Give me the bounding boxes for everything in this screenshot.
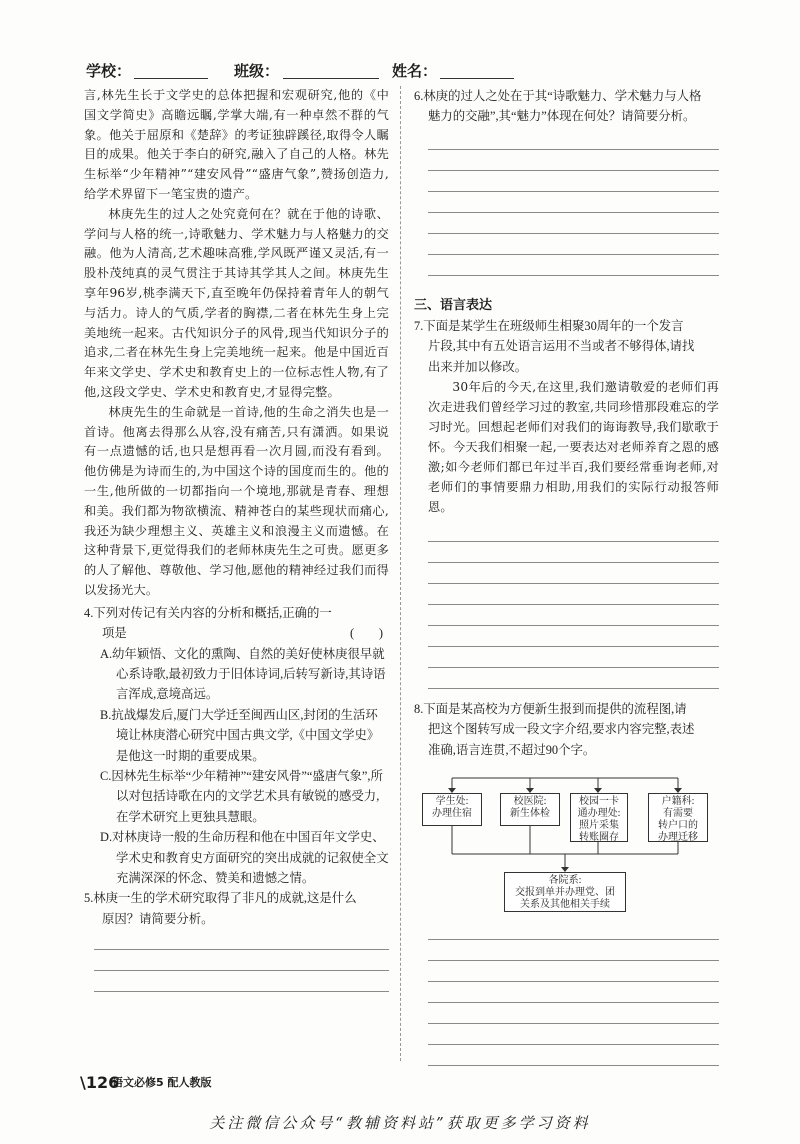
flow-box-4-line-1: 户籍科: [661,796,695,808]
passage-paragraph-3: 林庚先生的生命就是一首诗,他的生命之消失也是一首诗。他离去得那么从容,没有痛苦,只有潇洒。如果说有一点遗憾的话,也只是想再看一次月圆,而没有看到。他仿佛是为诗而生的,为中国这个诗的国度而生的。他的一生,他所做的一切都指向一个境地,那就是青春、理想和美。我们都为物欲横流、精神苍白的某些现状而痛心,我还为缺少理想主义、英雄主义和浪漫主义而遗憾。在这种背景下,更觉得我们的老师林庚先生之可贵。愿更多的人了解他、尊敬他、学习他,愿他的精神经过我们而得以发扬光大。 [84,404,389,597]
flow-box-3-line-4: 转账圈存 [579,832,619,844]
passage-paragraph-2: 林庚先生的过人之处究竟何在？就在于他的诗歌、学问与人格的统一,诗歌魅力、学术魅力与人格魅力的交融。他为人清高,艺术趣味高雅,学风既严谨又灵活,有一股朴茂纯真的灵气贯注于其诗其学其人之间。林庚先生享年96岁,桃李满天下,直至晚年仍保持着青年人的朝气与活力。诗人的气质,学者的胸襟,二者在林先生身上完美地统一起来。古代知识分子的风骨,现当代知识分子的追求,二者在林先生身上完美地统一起来。他是中国近百年来文学史、学术史和教育史上的一位标志性人物,有了他,这段文学史、学术史和教育史,才显得完整。 [84,206,389,399]
left-column [84,86,389,992]
flow-box-household [648,793,708,842]
page-number-value: 126 [85,1073,120,1092]
flow-box-4-line-3: 转户口的 [658,820,698,832]
flow-box-2-line-2: 新生体检 [510,808,550,820]
q4-option-b[interactable]: B.抗战爆发后,厦门大学迁至闽西山区,封闭的生活环境让林庚潜心研究中国古典文学,《中国文学史》是他这一时期的重要成果。 [100,707,380,763]
passage-paragraph-1: 言,林先生长于文学史的总体把握和宏观研究,他的《中国文学简史》高瞻远瞩,学掌大端,有一种卓然不群的气象。他关于屈原和《楚辞》的考证独辟蹊径,取得令人瞩目的成果。他关于李白的研究,融入了自己的人格。林先生标举“少年精神”“建安风骨”“盛唐气象”,赞扬创造力,给学术界留下一笔宝贵的遗产。 [84,88,389,201]
q4-stem-cont [84,623,389,643]
q8-answer-lines[interactable] [428,919,719,1066]
question-4 [84,603,389,889]
q4-option-c[interactable]: C.因林先生标举“少年精神”“建安风骨”“盛唐气象”,所以对包括诗歌在内的文学艺术具有敏锐的感受力,在学术研究上更独具慧眼。 [100,768,383,824]
class-label: 班级： [234,62,280,80]
question-5 [84,888,389,992]
flow-box-hospital [500,793,560,826]
q4-option-d[interactable]: D.对林庚诗一般的生命历程和他在中国百年文学史、学术史和教育史方面研究的突出成就的记叙使全文充满深深的怀念、赞美和遗憾之情。 [100,830,389,885]
flow-box-4-line-2: 有需要 [663,808,693,820]
student-info-header [84,60,724,82]
flow-box-1-line-1: 学生处: [435,796,469,808]
q4-stem-2: 项是 [102,626,127,641]
registration-flowchart [414,770,714,915]
flow-box-3-line-1: 校园一卡 [579,796,619,808]
flow-box-3-line-3: 照片采集 [579,820,619,832]
column-divider [400,86,401,1061]
page-number: \126 [80,1073,120,1092]
class-blank[interactable] [283,78,379,79]
flow-box-5-line-2: 交报到单并办理党、团 [515,887,615,899]
name-blank[interactable] [440,78,514,79]
q8-stem-2: 把这个图转写成一段文字介绍,要求内容完整,表述 [428,722,695,737]
promo-note: 关注微信公众号“教辅资料站”获取更多学习资料 [209,1114,591,1132]
flow-box-1-line-2: 办理住宿 [432,808,472,820]
school-blank[interactable] [134,78,208,79]
q6-stem: 6.林庚的过人之处在于其“诗歌魅力、学术魅力与人格 [414,89,702,103]
book-title: 语文必修5 配人教版 [112,1076,212,1089]
flow-box-departments [504,872,626,912]
q8-stem-3: 准确,语言连贯,不超过90个字。 [428,742,596,757]
flow-box-5-line-3: 关系及其他相关手续 [520,899,610,911]
flow-box-3-line-2: 通办理处: [577,808,621,820]
q7-speech-text: 30年后的今天,在这里,我们邀请敬爱的老师们再次走进我们曾经学习过的教室,共同珍惜那段难忘的学习时光。回想起老师们对我们的诲诲教导,我们歇歌于怀。今天我们相聚一起,一要表达对老师养育之恩的感激;如今老师们都已年过半百,我们要经常垂询老师,对老师们的事情要鼎力相助,用我们的实际行动报答师恩。 [428,380,719,515]
q6-stem-2: 魅力的交融”,其“魅力”体现在何处？请简要分析。 [428,109,696,124]
q4-stem: 4.下列对传记有关内容的分析和概括,正确的一 [84,605,332,620]
school-label: 学校： [86,62,132,80]
q4-option-a[interactable]: A.幼年颖悟、文化的熏陶、自然的美好使林庚很早就心系诗歌,最初致力于旧体诗词,后转写新诗,其诗语言浑成,意境高远。 [100,646,386,702]
right-column [414,86,719,1066]
question-8 [414,699,719,1066]
flow-box-student-affairs [422,793,482,826]
q7-stem: 7.下面是某学生在班级师生相聚30周年的一个发言 [414,318,684,333]
question-7 [414,316,719,689]
flow-box-5-line-1: 各院系: [548,875,582,887]
flow-box-2-line-1: 校医院: [513,796,547,808]
q7-stem-3: 出来并加以修改。 [428,359,528,374]
flow-box-4-line-4: 办理迁移 [658,832,698,844]
q5-stem-2: 原因？请简要分析。 [102,911,214,926]
q6-answer-lines[interactable] [428,129,719,276]
q7-answer-lines[interactable] [428,521,719,689]
section-3-title: 三、语言表达 [414,297,493,313]
q7-stem-2: 片段,其中有五处语言运用不当或者不够得体,请找 [428,339,695,354]
q8-stem: 8.下面是某高校为方便新生报到而提供的流程图,请 [414,702,687,717]
q5-stem: 5.林庚一生的学术研究取得了非凡的成就,这是什么 [84,891,357,906]
q4-answer-paren[interactable]: ( ) [349,626,383,641]
question-6 [414,86,719,276]
name-label: 姓名： [392,62,438,80]
flow-box-campus-card [570,793,628,842]
q5-answer-lines[interactable] [94,929,389,992]
